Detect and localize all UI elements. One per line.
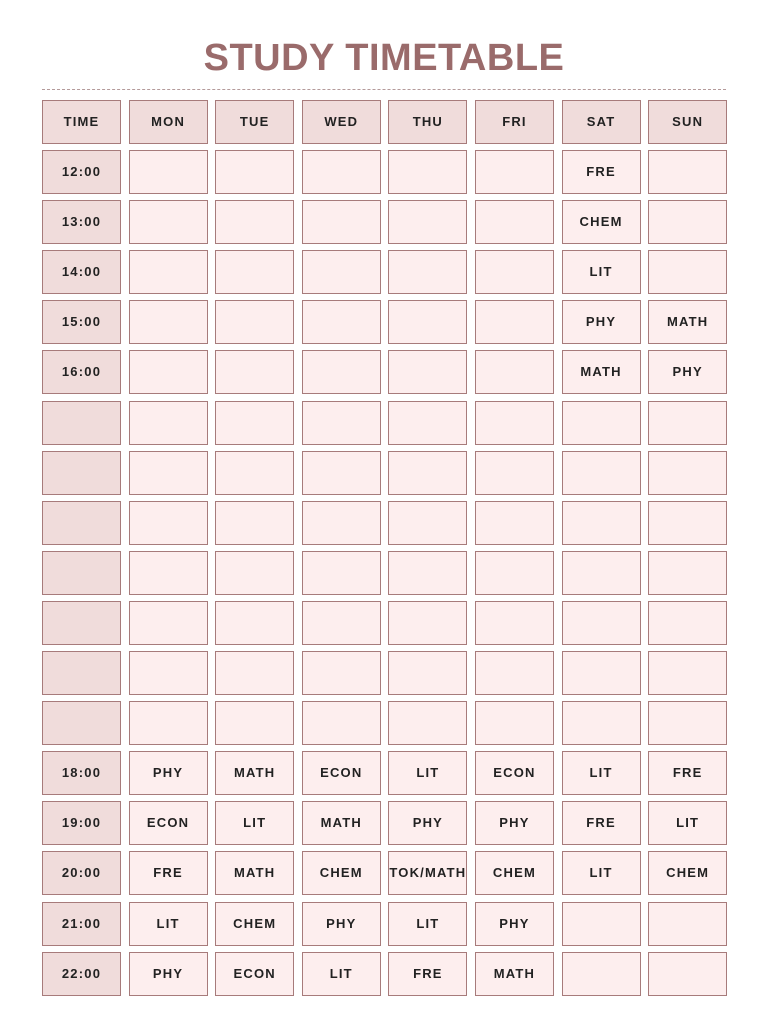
time-slot [42,601,121,645]
slot-tue[interactable]: MATH [215,851,294,895]
slot-thu[interactable] [388,250,467,294]
slot-mon[interactable] [129,551,208,595]
header-wed: WED [302,100,381,144]
slot-wed[interactable] [302,651,381,695]
slot-sat[interactable]: LIT [562,851,641,895]
slot-sat[interactable] [562,902,641,946]
slot-thu[interactable] [388,401,467,445]
header-sun: SUN [648,100,727,144]
slot-fri[interactable] [475,501,554,545]
time-slot: 22:00 [42,952,121,996]
slot-wed[interactable] [302,551,381,595]
slot-mon[interactable]: PHY [129,952,208,996]
slot-fri[interactable] [475,150,554,194]
time-slot: 15:00 [42,300,121,344]
slot-fri[interactable] [475,300,554,344]
slot-tue[interactable] [215,350,294,394]
slot-sun[interactable]: LIT [648,801,727,845]
slot-mon[interactable]: FRE [129,851,208,895]
slot-wed[interactable] [302,701,381,745]
slot-mon[interactable]: LIT [129,902,208,946]
header-mon: MON [129,100,208,144]
time-slot: 13:00 [42,200,121,244]
slot-wed[interactable] [302,150,381,194]
slot-mon[interactable] [129,601,208,645]
slot-mon[interactable] [129,250,208,294]
slot-tue[interactable] [215,501,294,545]
slot-sat[interactable] [562,401,641,445]
slot-wed[interactable] [302,200,381,244]
slot-tue[interactable]: CHEM [215,902,294,946]
slot-mon[interactable] [129,401,208,445]
slot-thu[interactable] [388,601,467,645]
slot-fri[interactable]: MATH [475,952,554,996]
slot-mon[interactable] [129,501,208,545]
slot-tue[interactable]: LIT [215,801,294,845]
slot-fri[interactable] [475,701,554,745]
slot-thu[interactable]: FRE [388,952,467,996]
slot-fri[interactable] [475,651,554,695]
slot-thu[interactable]: LIT [388,902,467,946]
slot-tue[interactable]: ECON [215,952,294,996]
slot-tue[interactable] [215,250,294,294]
slot-thu[interactable]: TOK/MATH [388,851,467,895]
slot-fri[interactable]: PHY [475,902,554,946]
slot-sun[interactable] [648,601,727,645]
header-sat: SAT [562,100,641,144]
slot-sun[interactable] [648,551,727,595]
slot-sun[interactable] [648,401,727,445]
slot-fri[interactable]: ECON [475,751,554,795]
header-time: TIME [42,100,121,144]
slot-sat[interactable] [562,551,641,595]
slot-fri[interactable] [475,601,554,645]
slot-sun[interactable] [648,651,727,695]
slot-sun[interactable] [648,250,727,294]
slot-mon[interactable] [129,300,208,344]
time-slot [42,501,121,545]
slot-mon[interactable] [129,701,208,745]
time-slot: 19:00 [42,801,121,845]
slot-mon[interactable] [129,651,208,695]
slot-tue[interactable] [215,150,294,194]
header-thu: THU [388,100,467,144]
slot-mon[interactable]: ECON [129,801,208,845]
header-tue: TUE [215,100,294,144]
time-slot [42,701,121,745]
slot-thu[interactable] [388,300,467,344]
slot-sun[interactable] [648,451,727,495]
slot-sun[interactable]: CHEM [648,851,727,895]
slot-sat[interactable]: FRE [562,801,641,845]
slot-fri[interactable] [475,401,554,445]
time-slot: 16:00 [42,350,121,394]
slot-thu[interactable]: LIT [388,751,467,795]
slot-sat[interactable]: PHY [562,300,641,344]
slot-mon[interactable] [129,150,208,194]
slot-sun[interactable] [648,902,727,946]
slot-wed[interactable]: PHY [302,902,381,946]
slot-sun[interactable]: PHY [648,350,727,394]
time-slot: 18:00 [42,751,121,795]
slot-wed[interactable] [302,250,381,294]
slot-wed[interactable] [302,300,381,344]
slot-tue[interactable] [215,551,294,595]
slot-tue[interactable] [215,701,294,745]
header-fri: FRI [475,100,554,144]
time-slot: 20:00 [42,851,121,895]
slot-fri[interactable]: CHEM [475,851,554,895]
slot-wed[interactable]: ECON [302,751,381,795]
time-slot [42,451,121,495]
slot-thu[interactable] [388,701,467,745]
slot-tue[interactable] [215,401,294,445]
slot-wed[interactable]: LIT [302,952,381,996]
slot-thu[interactable] [388,451,467,495]
slot-wed[interactable] [302,350,381,394]
slot-sat[interactable] [562,651,641,695]
slot-sat[interactable] [562,952,641,996]
slot-sat[interactable] [562,501,641,545]
slot-sat[interactable] [562,701,641,745]
slot-sun[interactable] [648,701,727,745]
slot-mon[interactable]: PHY [129,751,208,795]
slot-thu[interactable] [388,651,467,695]
slot-tue[interactable] [215,651,294,695]
slot-wed[interactable] [302,401,381,445]
title-divider [42,89,726,90]
slot-fri[interactable] [475,451,554,495]
slot-fri[interactable] [475,350,554,394]
slot-sun[interactable]: FRE [648,751,727,795]
slot-sat[interactable]: LIT [562,250,641,294]
slot-sun[interactable] [648,150,727,194]
slot-tue[interactable] [215,200,294,244]
slot-thu[interactable] [388,551,467,595]
slot-sat[interactable]: FRE [562,150,641,194]
slot-thu[interactable] [388,150,467,194]
time-slot [42,401,121,445]
slot-fri[interactable] [475,250,554,294]
slot-thu[interactable] [388,501,467,545]
slot-thu[interactable] [388,350,467,394]
slot-fri[interactable]: PHY [475,801,554,845]
slot-thu[interactable]: PHY [388,801,467,845]
slot-fri[interactable] [475,551,554,595]
time-slot: 21:00 [42,902,121,946]
slot-fri[interactable] [475,200,554,244]
slot-sun[interactable]: MATH [648,300,727,344]
slot-sun[interactable] [648,501,727,545]
slot-sun[interactable] [648,200,727,244]
slot-wed[interactable] [302,501,381,545]
slot-tue[interactable] [215,601,294,645]
slot-sat[interactable]: MATH [562,350,641,394]
time-slot [42,551,121,595]
slot-sun[interactable] [648,952,727,996]
time-slot: 12:00 [42,150,121,194]
slot-wed[interactable] [302,601,381,645]
slot-wed[interactable]: CHEM [302,851,381,895]
slot-tue[interactable] [215,300,294,344]
slot-tue[interactable]: MATH [215,751,294,795]
slot-sat[interactable]: CHEM [562,200,641,244]
slot-wed[interactable]: MATH [302,801,381,845]
time-slot: 14:00 [42,250,121,294]
slot-tue[interactable] [215,451,294,495]
slot-thu[interactable] [388,200,467,244]
slot-wed[interactable] [302,451,381,495]
slot-sat[interactable] [562,451,641,495]
slot-sat[interactable]: LIT [562,751,641,795]
slot-sat[interactable] [562,601,641,645]
time-slot [42,651,121,695]
page-title: STUDY TIMETABLE [203,37,565,79]
timetable-grid [42,100,727,996]
slot-mon[interactable] [129,451,208,495]
slot-mon[interactable] [129,350,208,394]
slot-mon[interactable] [129,200,208,244]
